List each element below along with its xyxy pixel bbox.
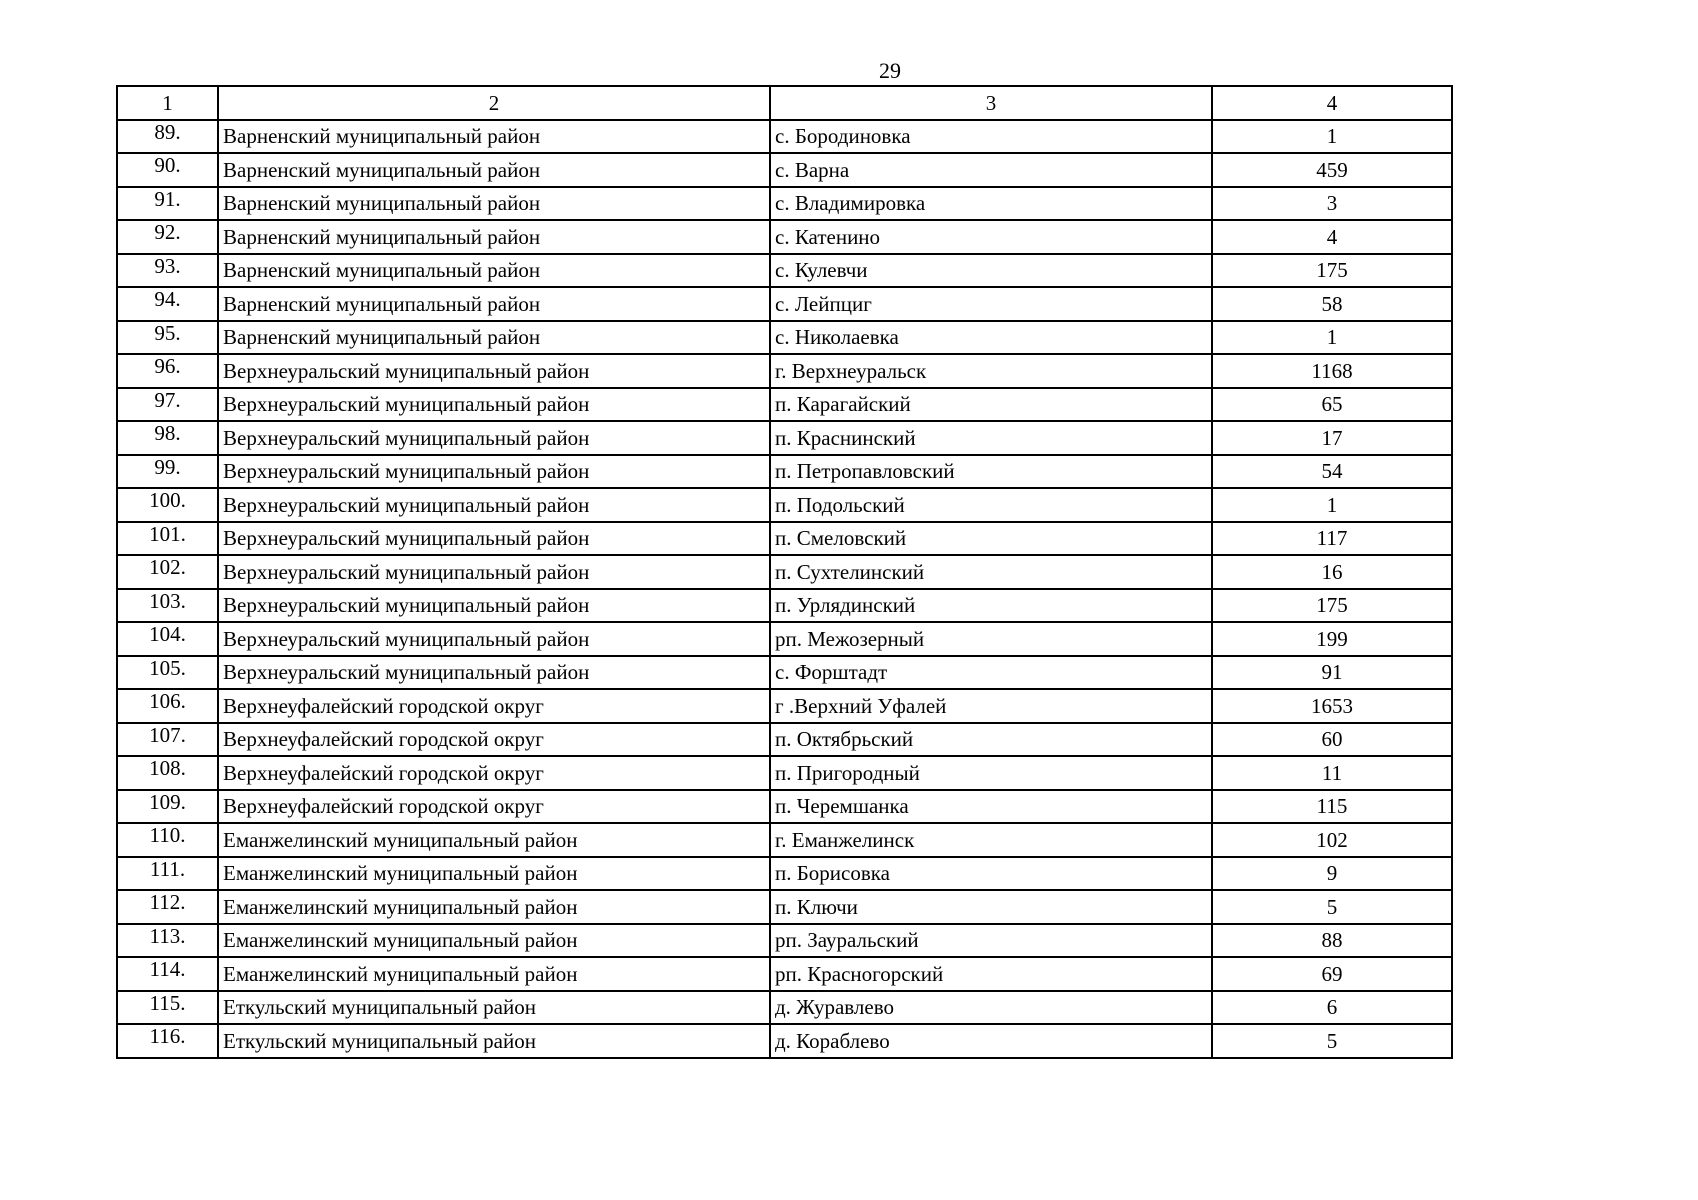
locality-cell: п. Краснинский [770,421,1212,455]
row-number: 95. [117,321,218,355]
district-cell: Верхнеуральский муниципальный район [218,455,770,489]
row-number: 108. [117,756,218,790]
row-number: 112. [117,890,218,924]
count-cell: 199 [1212,622,1452,656]
district-cell: Верхнеуральский муниципальный район [218,555,770,589]
count-cell: 102 [1212,823,1452,857]
table-row [117,321,1452,355]
count-cell: 3 [1212,187,1452,221]
district-cell: Еманжелинский муниципальный район [218,957,770,991]
column-header-2: 2 [218,86,770,120]
row-number: 103. [117,589,218,623]
district-cell: Верхнеуральский муниципальный район [218,622,770,656]
locality-cell: рп. Зауральский [770,924,1212,958]
row-number: 110. [117,823,218,857]
locality-cell: п. Черемшанка [770,790,1212,824]
row-number: 104. [117,622,218,656]
locality-cell: п. Пригородный [770,756,1212,790]
locality-cell: п. Ключи [770,890,1212,924]
data-table [116,85,1453,1059]
count-cell: 16 [1212,555,1452,589]
table-row [117,354,1452,388]
locality-cell: г. Верхнеуральск [770,354,1212,388]
table-row [117,622,1452,656]
count-cell: 1 [1212,321,1452,355]
count-cell: 6 [1212,991,1452,1025]
count-cell: 65 [1212,388,1452,422]
district-cell: Верхнеуральский муниципальный район [218,488,770,522]
table-row [117,924,1452,958]
row-number: 111. [117,857,218,891]
row-number: 101. [117,522,218,556]
table-row [117,388,1452,422]
row-number: 106. [117,689,218,723]
table-row [117,455,1452,489]
locality-cell: рп. Межозерный [770,622,1212,656]
table-row [117,823,1452,857]
row-number: 107. [117,723,218,757]
district-cell: Еткульский муниципальный район [218,1024,770,1058]
table-row [117,957,1452,991]
table-row [117,187,1452,221]
locality-cell: с. Форштадт [770,656,1212,690]
table-row [117,689,1452,723]
district-cell: Верхнеуральский муниципальный район [218,589,770,623]
district-cell: Варненский муниципальный район [218,254,770,288]
row-number: 99. [117,455,218,489]
table-row [117,790,1452,824]
locality-cell: п. Карагайский [770,388,1212,422]
locality-cell: с. Лейпциг [770,287,1212,321]
row-number: 90. [117,153,218,187]
locality-cell: с. Варна [770,153,1212,187]
count-cell: 17 [1212,421,1452,455]
count-cell: 5 [1212,1024,1452,1058]
row-number: 92. [117,220,218,254]
row-number: 89. [117,120,218,154]
district-cell: Верхнеуфалейский городской округ [218,756,770,790]
row-number: 109. [117,790,218,824]
count-cell: 54 [1212,455,1452,489]
table-row [117,287,1452,321]
row-number: 105. [117,656,218,690]
table-row [117,488,1452,522]
row-number: 98. [117,421,218,455]
table-body [117,120,1452,1058]
district-cell: Верхнеуральский муниципальный район [218,354,770,388]
count-cell: 1 [1212,120,1452,154]
table-row [117,421,1452,455]
locality-cell: п. Подольский [770,488,1212,522]
locality-cell: п. Октябрьский [770,723,1212,757]
table-row [117,555,1452,589]
table-row [117,589,1452,623]
page-number: 29 [879,58,901,83]
locality-cell: п. Урлядинский [770,589,1212,623]
row-number: 115. [117,991,218,1025]
district-cell: Еткульский муниципальный район [218,991,770,1025]
district-cell: Верхнеуральский муниципальный район [218,388,770,422]
locality-cell: с. Кулевчи [770,254,1212,288]
count-cell: 1653 [1212,689,1452,723]
count-cell: 5 [1212,890,1452,924]
count-cell: 175 [1212,589,1452,623]
district-cell: Варненский муниципальный район [218,120,770,154]
district-cell: Верхнеуфалейский городской округ [218,723,770,757]
table-row [117,153,1452,187]
table-row [117,756,1452,790]
locality-cell: г .Верхний Уфалей [770,689,1212,723]
district-cell: Верхнеуфалейский городской округ [218,790,770,824]
column-header-1: 1 [117,86,218,120]
count-cell: 4 [1212,220,1452,254]
count-cell: 91 [1212,656,1452,690]
row-number: 113. [117,924,218,958]
row-number: 94. [117,287,218,321]
table-row [117,723,1452,757]
district-cell: Еманжелинский муниципальный район [218,823,770,857]
locality-cell: п. Борисовка [770,857,1212,891]
table-row [117,656,1452,690]
count-cell: 11 [1212,756,1452,790]
row-number: 116. [117,1024,218,1058]
table-header-row [117,86,1452,120]
row-number: 93. [117,254,218,288]
district-cell: Верхнеуральский муниципальный район [218,421,770,455]
locality-cell: с. Бородиновка [770,120,1212,154]
locality-cell: п. Сухтелинский [770,555,1212,589]
table-row [117,220,1452,254]
row-number: 100. [117,488,218,522]
count-cell: 175 [1212,254,1452,288]
locality-cell: с. Николаевка [770,321,1212,355]
district-cell: Варненский муниципальный район [218,287,770,321]
row-number: 114. [117,957,218,991]
row-number: 96. [117,354,218,388]
district-cell: Верхнеуральский муниципальный район [218,522,770,556]
count-cell: 1168 [1212,354,1452,388]
row-number: 91. [117,187,218,221]
row-number: 102. [117,555,218,589]
locality-cell: с. Владимировка [770,187,1212,221]
locality-cell: п. Смеловский [770,522,1212,556]
table-row [117,1024,1452,1058]
table-row [117,120,1452,154]
table-row [117,254,1452,288]
district-cell: Еманжелинский муниципальный район [218,857,770,891]
district-cell: Еманжелинский муниципальный район [218,890,770,924]
count-cell: 60 [1212,723,1452,757]
count-cell: 9 [1212,857,1452,891]
column-header-4: 4 [1212,86,1452,120]
count-cell: 115 [1212,790,1452,824]
district-cell: Верхнеуфалейский городской округ [218,689,770,723]
locality-cell: с. Катенино [770,220,1212,254]
count-cell: 58 [1212,287,1452,321]
count-cell: 69 [1212,957,1452,991]
table-row [117,890,1452,924]
locality-cell: г. Еманжелинск [770,823,1212,857]
locality-cell: д. Кораблево [770,1024,1212,1058]
table-row [117,857,1452,891]
table-row [117,991,1452,1025]
district-cell: Варненский муниципальный район [218,153,770,187]
count-cell: 459 [1212,153,1452,187]
column-header-3: 3 [770,86,1212,120]
district-cell: Варненский муниципальный район [218,321,770,355]
district-cell: Варненский муниципальный район [218,187,770,221]
count-cell: 88 [1212,924,1452,958]
locality-cell: рп. Красногорский [770,957,1212,991]
district-cell: Еманжелинский муниципальный район [218,924,770,958]
district-cell: Варненский муниципальный район [218,220,770,254]
locality-cell: п. Петропавловский [770,455,1212,489]
count-cell: 117 [1212,522,1452,556]
locality-cell: д. Журавлево [770,991,1212,1025]
table-row [117,522,1452,556]
row-number: 97. [117,388,218,422]
count-cell: 1 [1212,488,1452,522]
district-cell: Верхнеуральский муниципальный район [218,656,770,690]
